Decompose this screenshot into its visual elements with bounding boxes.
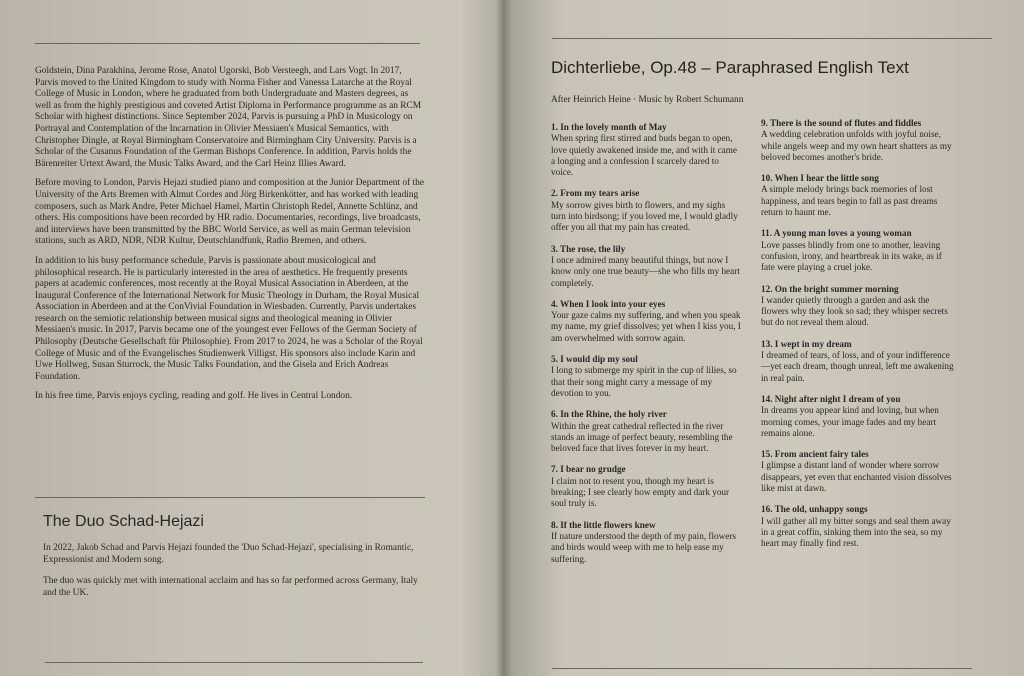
bio-paragraph: In addition to his busy performance schedule, Parvis is passionate about musicological and philosophical research. He is particularly interested in the area of aesthetics. He frequently presents papers at academic conferences, most recently at the Royal Musical Association in Aberdeen, at the Inaugural Conference of the International Network for Music Theology in Durham, the Royal Musical Association in Aberdeen and at the ConVivial Foundation in Wiesbaden. Currently, Parvis undertakes research on the semiotic relationship between musical signs and theological meaning in Olivier Messiaen's music. In 2017, Parvis became one of the youngest ever Fellows of the German Society of Philosophy (Deutsche Gesellschaft für Philosophie). From 2017 to 2024, he was a Scholar of the Royal College of Music and of the Evangelisches Studienwerk Villigst. His sponsors also include Karin and Uwe Hollweg, Susan Sturrock, the Music Talks Foundation, and the Gisela and Erich Andreas Foundation. — [35, 255, 423, 382]
song-text: A wedding celebration unfolds with joyful noise, while angels weep and my own heart shatters as my beloved becomes another's bride. — [761, 129, 952, 162]
song-title: 8. If the little flowers knew — [551, 519, 656, 530]
song-title: 14. Night after night I dream of you — [761, 393, 901, 404]
song-text: I will gather all my bitter songs and seal them away in a great coffin, sinking them into the sea, so my heart may finally find rest. — [761, 515, 951, 549]
songs-column-left — [551, 122, 741, 575]
song-entry — [761, 339, 957, 384]
duo-paragraph: The duo was quickly met with international acclaim and has so far performed across Germany, Italy and the UK. — [43, 576, 418, 598]
duo-paragraph: In 2022, Jakob Schad and Parvis Hejazi founded the 'Duo Schad-Hejazi', specialising in Romantic, Expressionist and Modern song. — [43, 543, 414, 565]
bio-text — [35, 66, 425, 411]
song-entry — [551, 299, 741, 344]
song-entry — [761, 449, 957, 494]
bottom-rule — [45, 662, 423, 663]
duo-heading: The Duo Schad-Hejazi — [43, 513, 204, 530]
song-title: 3. The rose, the lily — [551, 243, 626, 254]
page-subtitle: After Heinrich Heine · Music by Robert Schumann — [551, 95, 744, 105]
song-text: I claim not to resent you, though my heart is breaking; I see clearly how empty and dark your soul truly is. — [551, 475, 730, 509]
song-title: 6. In the Rhine, the holy river — [551, 409, 667, 420]
song-entry — [761, 173, 957, 218]
song-text: I long to submerge my spirit in the cup of lilies, so that their song might carry a message of my devotion to you. — [551, 365, 737, 398]
song-text: In dreams you appear kind and loving, but when morning comes, your image fades and my heart remains alone. — [761, 405, 939, 438]
song-entry — [761, 504, 957, 549]
bio-paragraph: Goldstein, Dina Parakhina, Jerome Rose, Anatol Ugorski, Bob Versteegh, and Lars Vogt. In 2017, Parvis moved to the United Kingdom to study with Norma Fisher and Vanessa Latarche at the Royal College of Music in London, where he graduated from both Undergraduate and Masters degrees, as well as from the highly prestigious and coveted Artist Diploma in Performance programme as an RCM Scholar with highest distinctions. Since September 2024, Parvis is pursuing a PhD in Musicology on Portrayal and Contemplation of the Incarnation in Olivier Messiaen's Musical Semantics, with Christopher Dingle, at Royal Birmingham Conservatoire and Birmingham City University. Parvis is a Scholar of the Cusanus Foundation of the German Bishops Conference. In addition, Parvis holds the Bärenreiter Urtext Award, the Music Talks Award, and the Carl Heinz Illies Award. — [35, 66, 422, 169]
song-text: Within the great cathedral reflected in the river stands an image of perfect beauty, resembling the beloved face that lives forever in my heart. — [551, 420, 733, 454]
song-entry — [551, 354, 741, 399]
song-entry — [551, 409, 741, 454]
song-text: I dreamed of tears, of loss, and of your indifference—yet each dream, though unreal, left me awakening in real pain. — [761, 350, 954, 383]
song-text: Love passes blindly from one to another, leaving confusion, irony, and heartbreak in its wake, as if fate were playing a cruel joke. — [761, 239, 942, 273]
song-text: When spring first stirred and buds began to open, love quietly awakened inside me, and with it came a longing and a confession I scarcely dared to voice. — [551, 133, 737, 178]
song-title: 5. I would dip my soul — [551, 354, 638, 365]
song-title: 15. From ancient fairy tales — [761, 449, 869, 460]
song-entry — [551, 520, 741, 565]
song-title: 9. There is the sound of flutes and fiddles — [761, 118, 922, 128]
song-text: A simple melody brings back memories of lost happiness, and tears begin to fall as past dreams return to haunt me. — [761, 184, 938, 218]
song-title: 10. When I hear the little song — [761, 173, 879, 184]
song-text: I glimpse a distant land of wonder where sorrow disappears, yet even that enchanted vision dissolves like mist at dawn. — [761, 460, 952, 494]
song-title: 2. From my tears arise — [551, 188, 640, 199]
song-entry — [551, 244, 741, 289]
bio-paragraph: In his free time, Parvis enjoys cycling, reading and golf. He lives in Central London. — [35, 391, 353, 402]
song-text: If nature understood the depth of my pain, flowers and birds would weep with me to help ease my suffering. — [551, 530, 736, 564]
bottom-rule — [552, 668, 972, 669]
bio-paragraph: Before moving to London, Parvis Hejazi studied piano and composition at the Junior Department of the University of the Arts Bremen with Almut Cordes and Jörg Birkenkötter, and has worked with leading composers, such as Mark Andre, Peter Michael Hamel, Martin Christoph Redel, Annette Schlünz, and others. His compositions have been recorded by HR radio. Documentaries, recordings, live broadcasts, and interviews have been transmitted by the BBC World Service, as well as main German television stations, such as ARD, NDR, NDR Kultur, Deutschlandfunk, Radio Bremen, and others. — [35, 178, 424, 247]
song-text: Your gaze calms my suffering, and when you speak my name, my grief dissolves; yet when I kiss you, I am overwhelmed with sorrow again. — [551, 310, 741, 343]
song-title: 1. In the lovely month of May — [551, 122, 667, 132]
song-text: I once admired many beautiful things, but now I know only one true beauty—she who fills my heart completely. — [551, 254, 740, 288]
song-title: 12. On the bright summer morning — [761, 283, 899, 294]
song-entry — [761, 228, 957, 273]
duo-text — [43, 543, 423, 599]
song-title: 13. I wept in my dream — [761, 338, 852, 349]
top-rule — [35, 43, 420, 44]
song-title: 16. The old, unhappy songs — [761, 504, 868, 515]
page-title: Dichterliebe, Op.48 – Paraphrased English Text — [551, 58, 909, 77]
top-rule — [552, 38, 992, 39]
song-text: My sorrow gives birth to flowers, and my sighs turn into birdsong; if you loved me, I would gladly offer you all that my pain has created. — [551, 199, 738, 233]
song-title: 7. I bear no grudge — [551, 464, 626, 475]
song-entry — [551, 122, 741, 178]
songs-column-right — [761, 118, 957, 560]
song-entry — [761, 394, 957, 439]
song-entry — [551, 464, 741, 509]
section-rule — [35, 497, 425, 498]
left-page — [0, 0, 500, 676]
song-title: 4. When I look into your eyes — [551, 298, 666, 309]
song-entry — [761, 118, 957, 163]
song-entry — [761, 284, 957, 329]
song-title: 11. A young man loves a young woman — [761, 228, 912, 239]
song-entry — [551, 188, 741, 233]
song-text: I wander quietly through a garden and ask the flowers why they look so sad; they whisper secrets but do not reveal them aloud. — [761, 294, 948, 328]
